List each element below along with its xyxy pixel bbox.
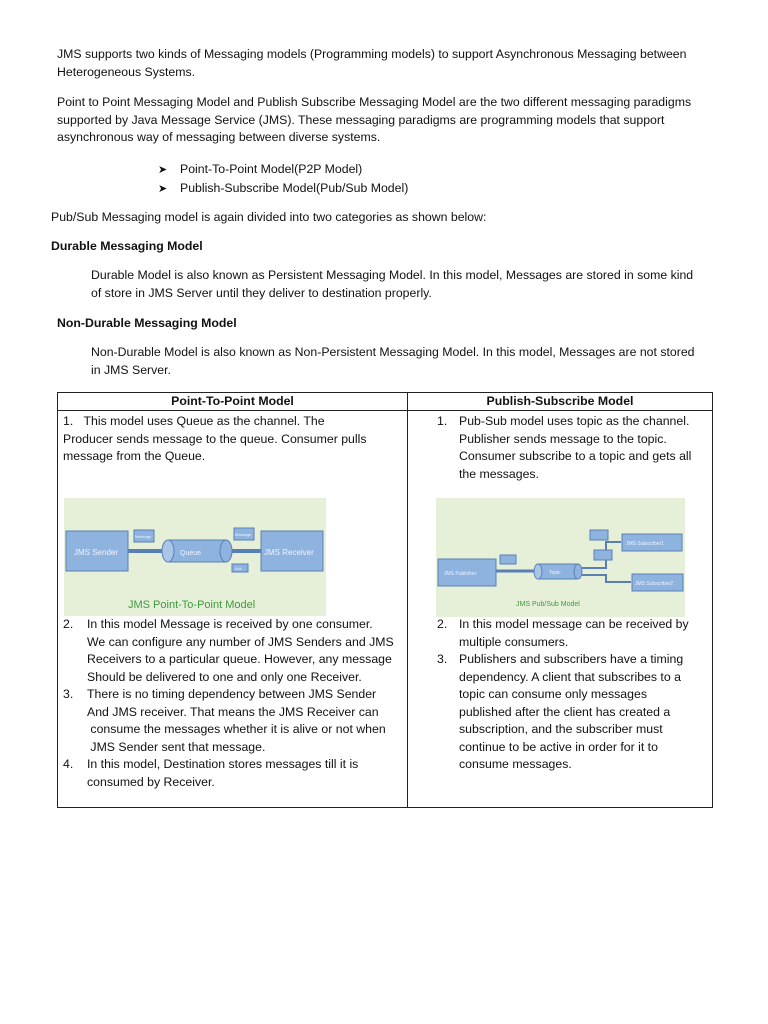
arrow-right-bullet-icon: ➤	[158, 164, 168, 176]
durable-description	[91, 267, 693, 302]
list-item: 1. Pub-Sub model uses topic as the channel. Publisher sends message to the topic. Consumer subscribe to a topic and gets all the messages.	[437, 414, 692, 481]
text-line: Durable Model is also known as Persistent Messaging Model. In this model, Messages are stored in some kind	[91, 268, 694, 282]
queue-cylinder-left	[162, 540, 174, 562]
jms-sender-label: JMS Sender	[74, 548, 119, 557]
header-p2p: Point-To-Point Model	[58, 393, 408, 411]
queue-cylinder-right	[220, 540, 232, 562]
text-line: Heterogeneous Systems.	[57, 64, 196, 79]
topic-cylinder-left	[534, 564, 542, 579]
topic-label: Topic	[549, 570, 561, 576]
message-label: Message	[235, 532, 252, 537]
ack-label: Ack	[235, 566, 242, 571]
text-line: in JMS Server.	[91, 362, 171, 377]
message-label: Message	[135, 534, 152, 539]
p2p-diagram-svg	[64, 498, 326, 616]
pubsub-cell	[408, 411, 713, 808]
p2p-diagram-caption: JMS Point-To-Point Model	[128, 599, 256, 611]
queue-label: Queue	[180, 550, 202, 557]
message-icon	[590, 530, 608, 540]
non-durable-description	[91, 344, 695, 379]
message-icon	[594, 550, 612, 560]
list-item: 2. In this model Message is received by one consumer. We can configure any number of JMS Senders and JMS Receivers to a particular queue. However, any message Should be delivered to one and only one Receiver.	[63, 617, 394, 684]
list-item: 3. Publishers and subscribers have a timing dependency. A client that subscribes to a topic can consume only messages published after the client has created a subscription, and the subscriber must continue to be active in order for it to consume messages.	[437, 652, 684, 771]
pubsub-items	[408, 616, 708, 774]
table-header-row	[58, 393, 713, 411]
p2p-item-1: 1. This model uses Queue as the channel. The Producer sends message to the queue. Consumer pulls message from the Queue.	[63, 414, 367, 463]
pubsub-item-1	[408, 413, 708, 483]
list-item: 3. There is no timing dependency between JMS Sender And JMS receiver. That means the JMS Receiver can consume the messages whether it is alive or not when JMS Sender sent that message.	[63, 687, 386, 754]
pubsub-diagram-caption: JMS Pub/Sub Model	[516, 601, 580, 608]
text-line: JMS supports two kinds of Messaging models (Programming models) to support Asynchronous Messaging between	[57, 47, 687, 61]
table-row	[58, 411, 713, 808]
arrow-right-bullet-icon: ➤	[158, 183, 168, 195]
pubsub-intro: Pub/Sub Messaging model is again divided into two categories as shown below:	[51, 210, 487, 224]
models-list-item: ➤ Publish-Subscribe Model(Pub/Sub Model)	[158, 180, 408, 199]
p2p-cell	[58, 411, 408, 808]
comparison-table	[57, 392, 713, 808]
jms-publisher-label: JMS Publisher	[444, 571, 477, 577]
jms-subscriber2-label: JMS Subscriber2	[635, 581, 674, 587]
text-line: supported by Java Message Service (JMS). These messaging paradigms are programming models that support	[57, 112, 665, 127]
header-pubsub: Publish-Subscribe Model	[408, 393, 713, 411]
intro-paragraph-1	[57, 46, 687, 81]
text-line: of store in JMS Server until they deliver to destination properly.	[91, 285, 432, 300]
text-line: asynchronous way of messaging between diverse systems.	[57, 130, 381, 144]
models-list-item: ➤ Point-To-Point Model(P2P Model)	[158, 161, 362, 180]
jms-receiver-label: JMS Receiver	[264, 548, 314, 557]
list-item: 2. In this model message can be received by multiple consumers.	[437, 617, 689, 649]
text-line: Point to Point Messaging Model and Publish Subscribe Messaging Model are the two different messaging paradigms	[57, 95, 692, 109]
jms-subscriber1-label: JMS Subscriber1	[626, 541, 665, 547]
non-durable-heading: Non-Durable Messaging Model	[57, 316, 237, 330]
p2p-items	[58, 616, 403, 791]
pubsub-diagram-svg	[436, 498, 685, 617]
topic-cylinder-right	[574, 564, 582, 579]
list-item: 4. In this model, Destination stores messages till it is consumed by Receiver.	[63, 757, 359, 789]
message-icon	[500, 555, 516, 564]
p2p-diagram	[64, 498, 326, 616]
text-line: Non-Durable Model is also known as Non-Persistent Messaging Model. In this model, Messages are not stored	[91, 345, 695, 359]
durable-heading: Durable Messaging Model	[51, 239, 203, 253]
pubsub-diagram	[436, 498, 685, 617]
intro-paragraph-2	[57, 94, 691, 147]
topic-to-subscriber2-arrow	[582, 575, 631, 582]
